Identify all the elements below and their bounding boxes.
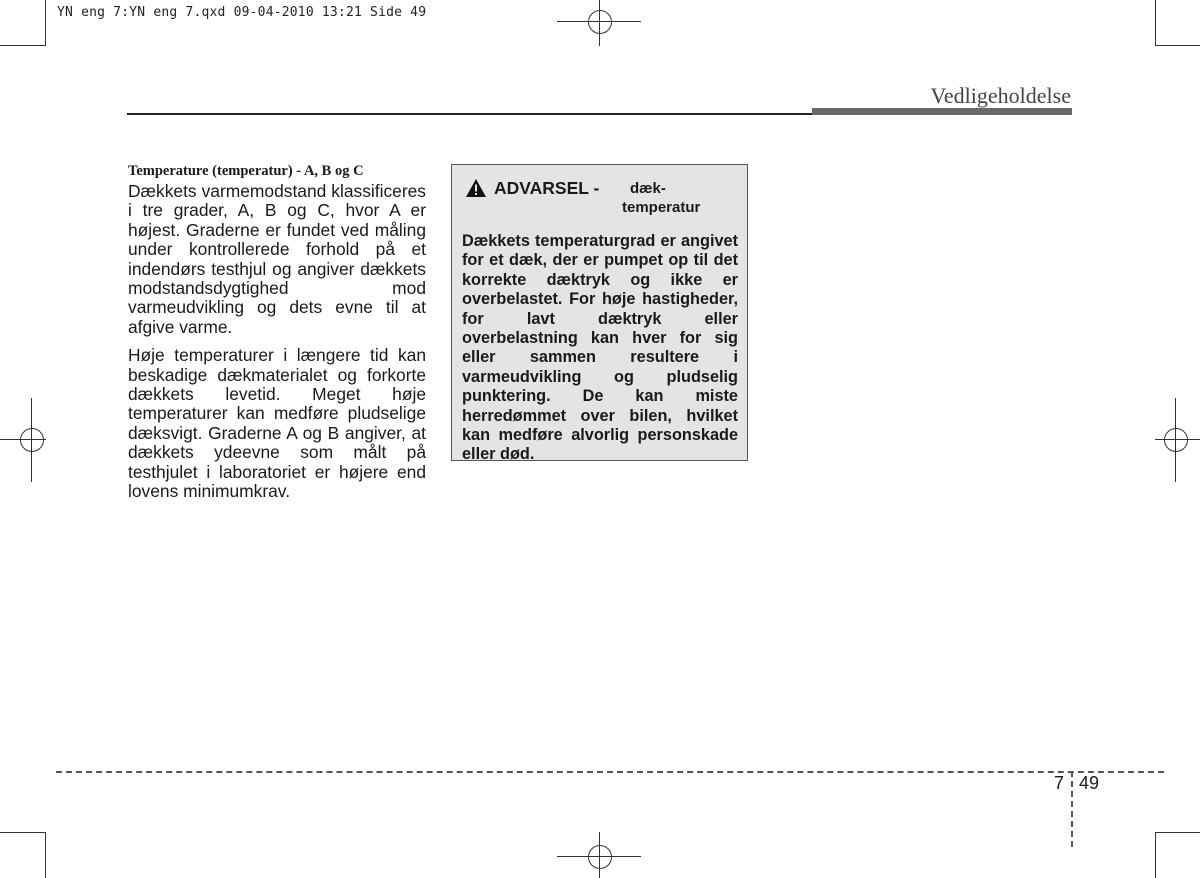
registration-mark-right-vertical — [1175, 398, 1176, 482]
registration-mark-right-circle — [1164, 428, 1188, 452]
crop-mark-top-right-vertical — [1155, 0, 1156, 46]
warning-body: Dækkets temperaturgrad er angivet for et dæk, der er pumpet op til det korrekte dæktryk og ikke er overbelastet. For høje hastigheder, for lavt dæktryk eller overbelastning kan hver for sig eller sammen resultere i varmeudvikling og pludselig punktering. De kan miste herredømmet over bilen, hvilket kan medføre alvorlig personskade eller død. — [462, 232, 738, 464]
registration-mark-bottom-vertical — [599, 832, 600, 878]
registration-mark-top-circle — [588, 10, 612, 34]
registration-mark-top-vertical — [599, 0, 600, 46]
warning-box — [451, 164, 748, 464]
registration-mark-right-horizontal — [1155, 439, 1200, 440]
page-number: 49 — [1079, 773, 1100, 793]
registration-mark-bottom-circle — [588, 845, 612, 869]
registration-mark-left-vertical — [31, 398, 32, 482]
section-title: Vedligeholdelse — [930, 83, 1071, 108]
footer-dashed-divider — [1071, 771, 1073, 847]
body-column — [128, 163, 426, 511]
crop-mark-bottom-left-horizontal — [0, 832, 46, 833]
crop-mark-top-left-vertical — [45, 0, 46, 46]
crop-mark-bottom-right-vertical — [1155, 832, 1156, 878]
warning-title: ADVARSEL - — [494, 178, 600, 198]
crop-mark-top-left-horizontal — [0, 45, 46, 46]
crop-mark-bottom-left-vertical — [45, 832, 46, 878]
registration-mark-left-circle — [20, 428, 44, 452]
warning-subtitle-line2: temperatur — [622, 199, 701, 216]
header-rule-accent — [812, 108, 1072, 115]
body-paragraph-1: Dækkets varmemodstand klassificeres i tre grader, A, B og C, hvor A er højest. Graderne er fundet ved måling under kontrollerede forhold på et indendørs testhjul og angiver dækkets modstandsdygtighed mod varmeudvikling og dets evne til at afgive varme. — [128, 181, 426, 337]
registration-mark-left-horizontal — [0, 439, 46, 440]
crop-mark-bottom-right-horizontal — [1155, 832, 1200, 833]
warning-triangle-icon — [465, 178, 487, 198]
warning-subtitle-line1: dæk- — [630, 180, 666, 197]
print-slug: YN eng 7:YN eng 7.qxd 09-04-2010 13:21 Side 49 — [57, 5, 427, 20]
footer-dashed-rule — [56, 771, 1164, 773]
body-paragraph-2: Høje temperaturer i længere tid kan beskadige dækmaterialet og forkorte dækkets levetid. Meget høje temperaturer kan medføre pludselige dæksvigt. Graderne A og B angiver, at dækkets ydeevne som målt på testhjulet i laboratoriet er højere end lovens minimumkrav. — [128, 345, 426, 502]
header-rule — [127, 113, 817, 115]
crop-mark-top-right-horizontal — [1155, 45, 1200, 46]
warning-header — [462, 177, 738, 224]
chapter-number: 7 — [1054, 773, 1065, 793]
section-heading: Temperature (temperatur) - A, B og C — [128, 163, 364, 179]
